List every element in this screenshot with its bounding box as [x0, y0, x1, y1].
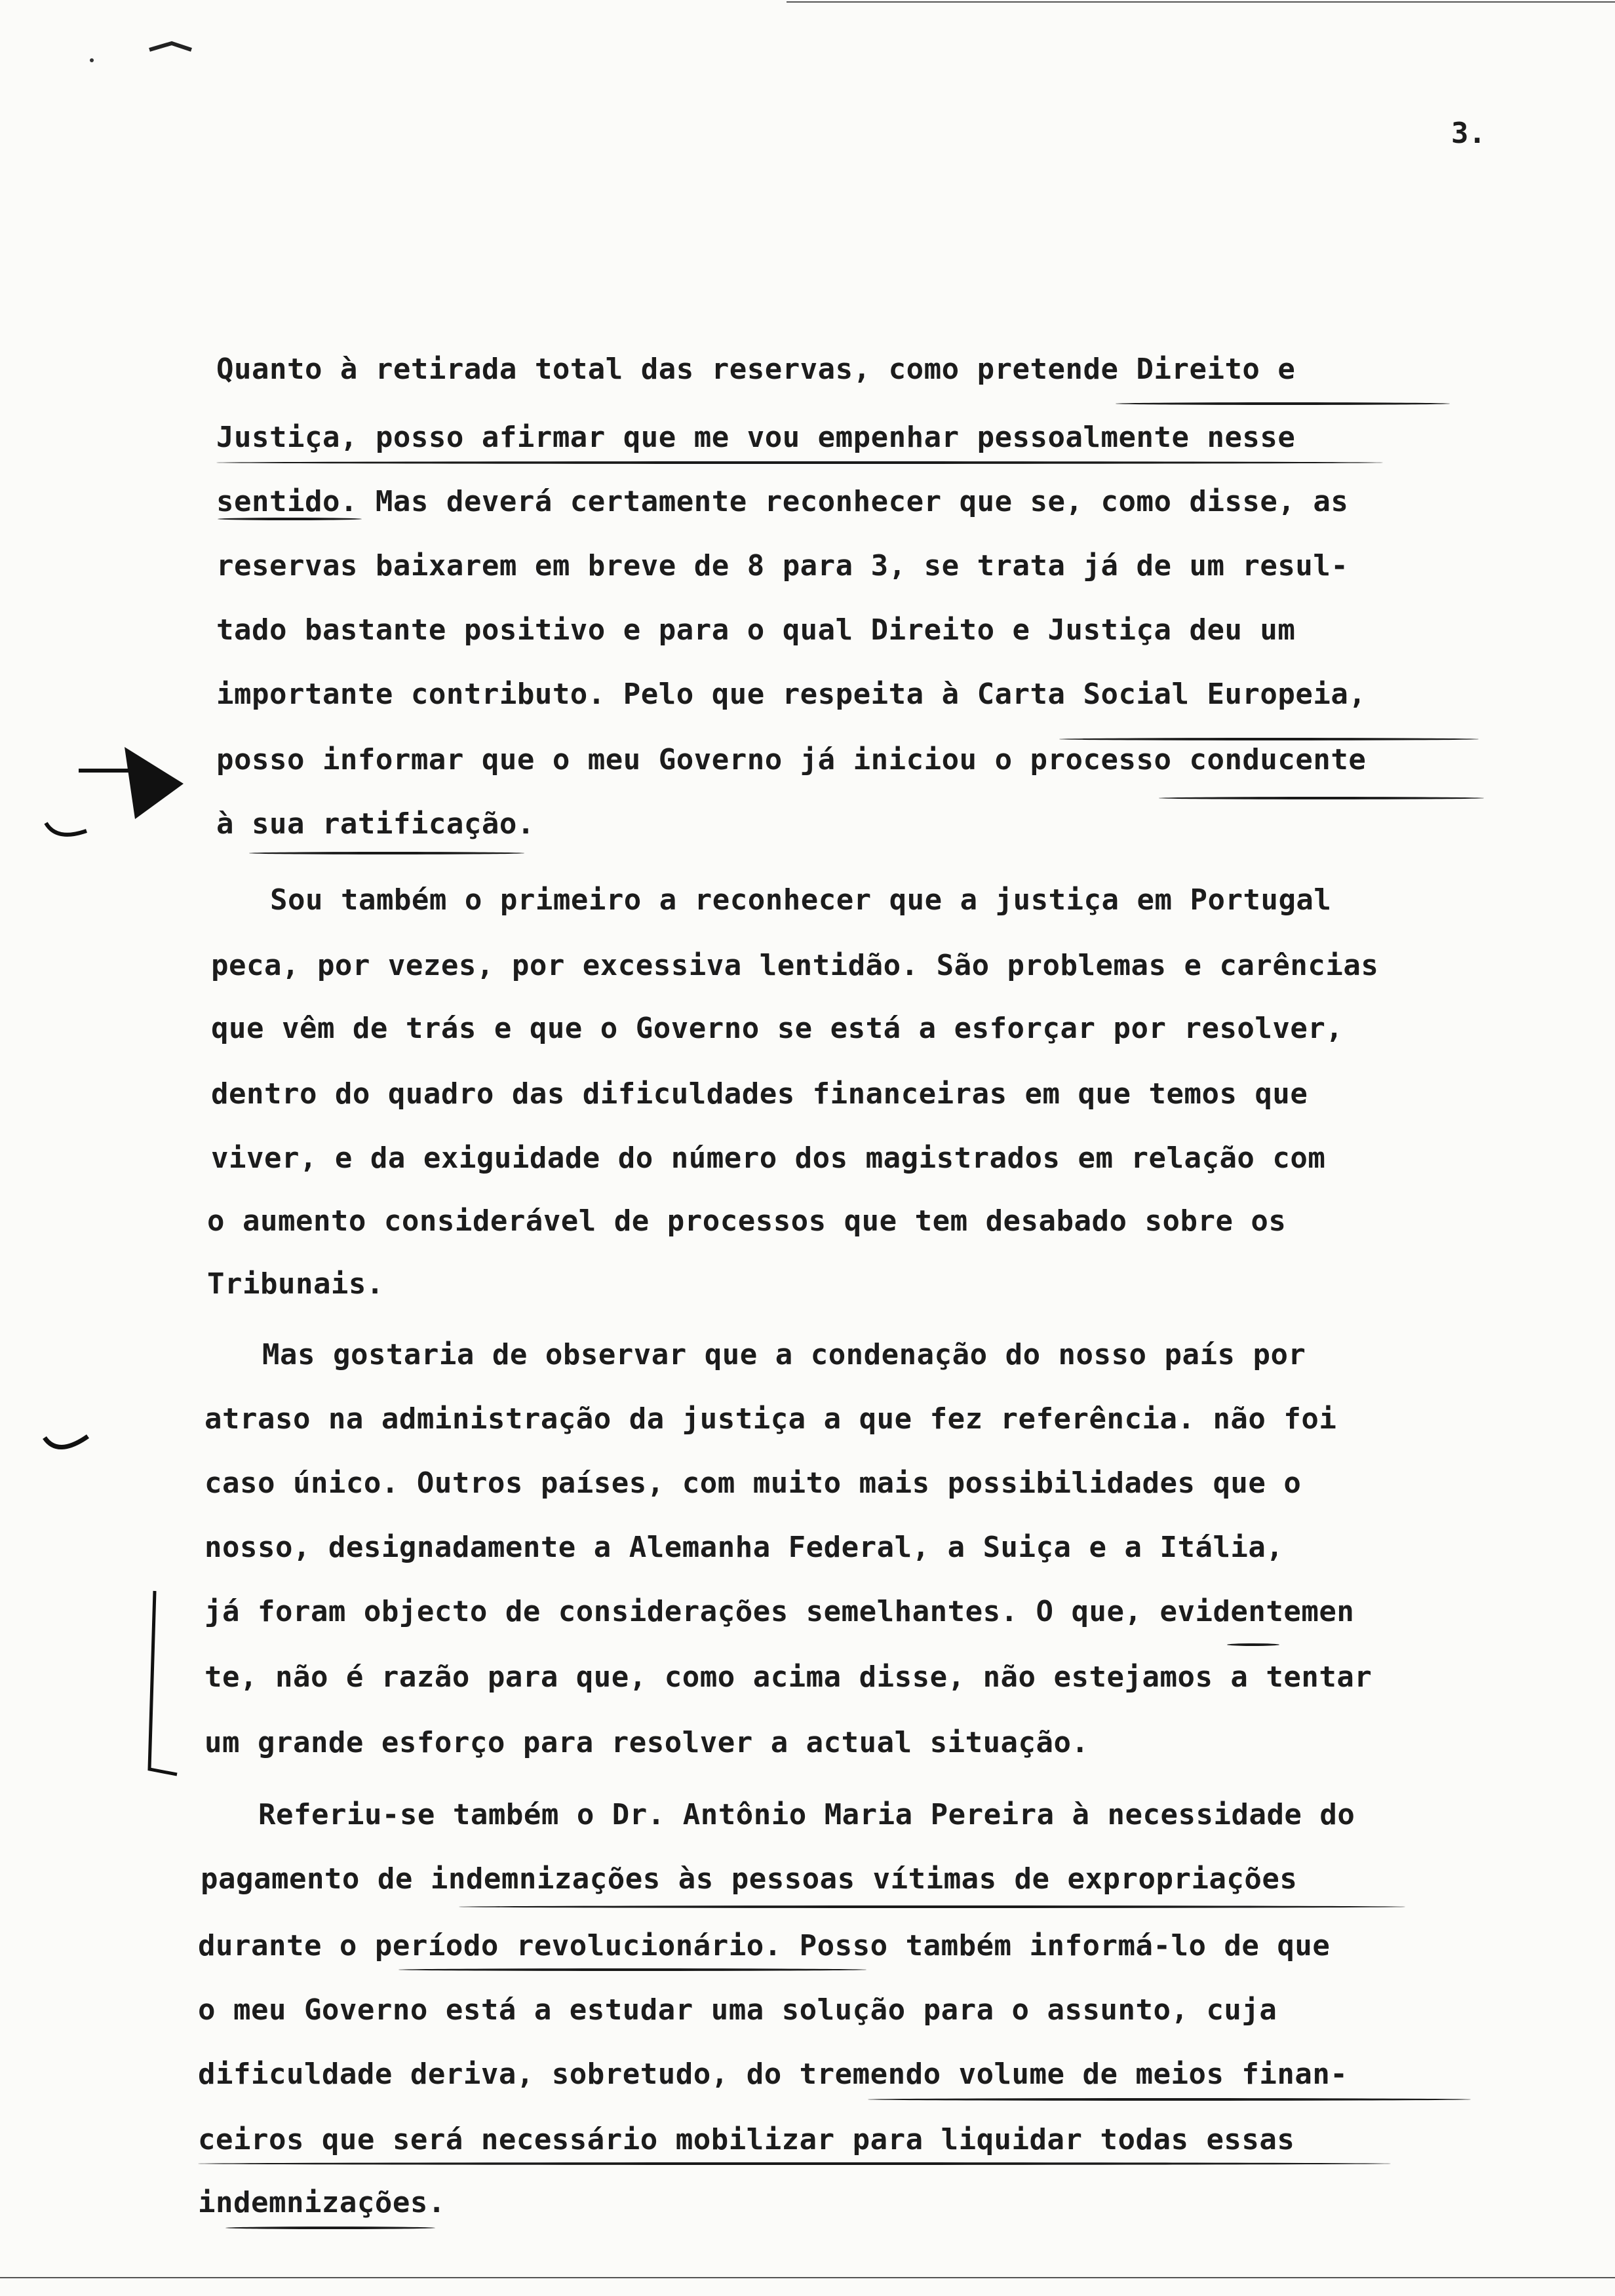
bracket-mark-icon	[149, 1591, 177, 1774]
text-line: pagamento de indemnizações às pessoas vítimas de expropriações	[201, 1862, 1298, 1896]
text-line: dificuldade deriva, sobretudo, do tremendo volume de meios finan-	[198, 2057, 1348, 2091]
text-line: tado bastante positivo e para o qual Direito e Justiça deu um	[216, 613, 1296, 647]
text-line: à sua ratificação.	[216, 807, 535, 841]
text-line: posso informar que o meu Governo já iniciou o processo conducente	[216, 743, 1367, 776]
text-line: Justiça, posso afirmar que me vou empenhar pessoalmente nesse	[216, 421, 1296, 454]
text-line: ceiros que será necessário mobilizar para liquidar todas essas	[198, 2123, 1295, 2156]
check-mark-icon	[46, 823, 87, 835]
page-number: 3.	[1451, 117, 1486, 150]
text-line: indemnizações.	[198, 2186, 446, 2219]
text-line: nosso, designadamente a Alemanha Federal, a Suiça e a Itália,	[204, 1531, 1284, 1564]
text-line: já foram objecto de considerações semelhantes. O que, evidentemen	[204, 1595, 1355, 1628]
arrow-mark-icon	[79, 747, 184, 819]
text-line: Referiu-se também o Dr. Antônio Maria Pereira à necessidade do	[258, 1798, 1355, 1831]
text-line: um grande esforço para resolver a actual situação.	[204, 1726, 1089, 1759]
text-line: Tribunais.	[207, 1267, 384, 1301]
text-line: viver, e da exiguidade do número dos magistrados em relação com	[211, 1141, 1326, 1175]
text-line: o meu Governo está a estudar uma solução para o assunto, cuja	[198, 1993, 1277, 2027]
text-line: durante o período revolucionário. Posso também informá-lo de que	[198, 1929, 1331, 1962]
text-line: peca, por vezes, por excessiva lentidão. São problemas e carências	[211, 949, 1379, 982]
text-line: importante contributo. Pelo que respeita à Carta Social Europeia,	[216, 678, 1367, 711]
text-line: Sou também o primeiro a reconhecer que a justiça em Portugal	[270, 883, 1332, 917]
text-line: o aumento considerável de processos que tem desabado sobre os	[207, 1204, 1287, 1238]
text-line: te, não é razão para que, como acima disse, não estejamos a tentar	[204, 1660, 1372, 1694]
text-line: reservas baixarem em breve de 8 para 3, se trata já de um resul-	[216, 549, 1349, 583]
pen-tick-icon	[90, 43, 191, 62]
text-line: Mas gostaria de observar que a condenação do nosso país por	[262, 1338, 1306, 1371]
text-line: que vêm de trás e que o Governo se está a esforçar por resolver,	[211, 1012, 1344, 1045]
text-line: sentido. Mas deverá certamente reconhecer que se, como disse, as	[216, 485, 1349, 518]
check-mark-icon	[45, 1436, 88, 1447]
text-line: Quanto à retirada total das reservas, como pretende Direito e	[216, 353, 1296, 386]
text-line: dentro do quadro das dificuldades financeiras em que temos que	[211, 1077, 1308, 1111]
text-line: caso único. Outros países, com muito mais possibilidades que o	[204, 1466, 1302, 1500]
text-line: atraso na administração da justiça a que fez referência. não foi	[204, 1402, 1337, 1436]
